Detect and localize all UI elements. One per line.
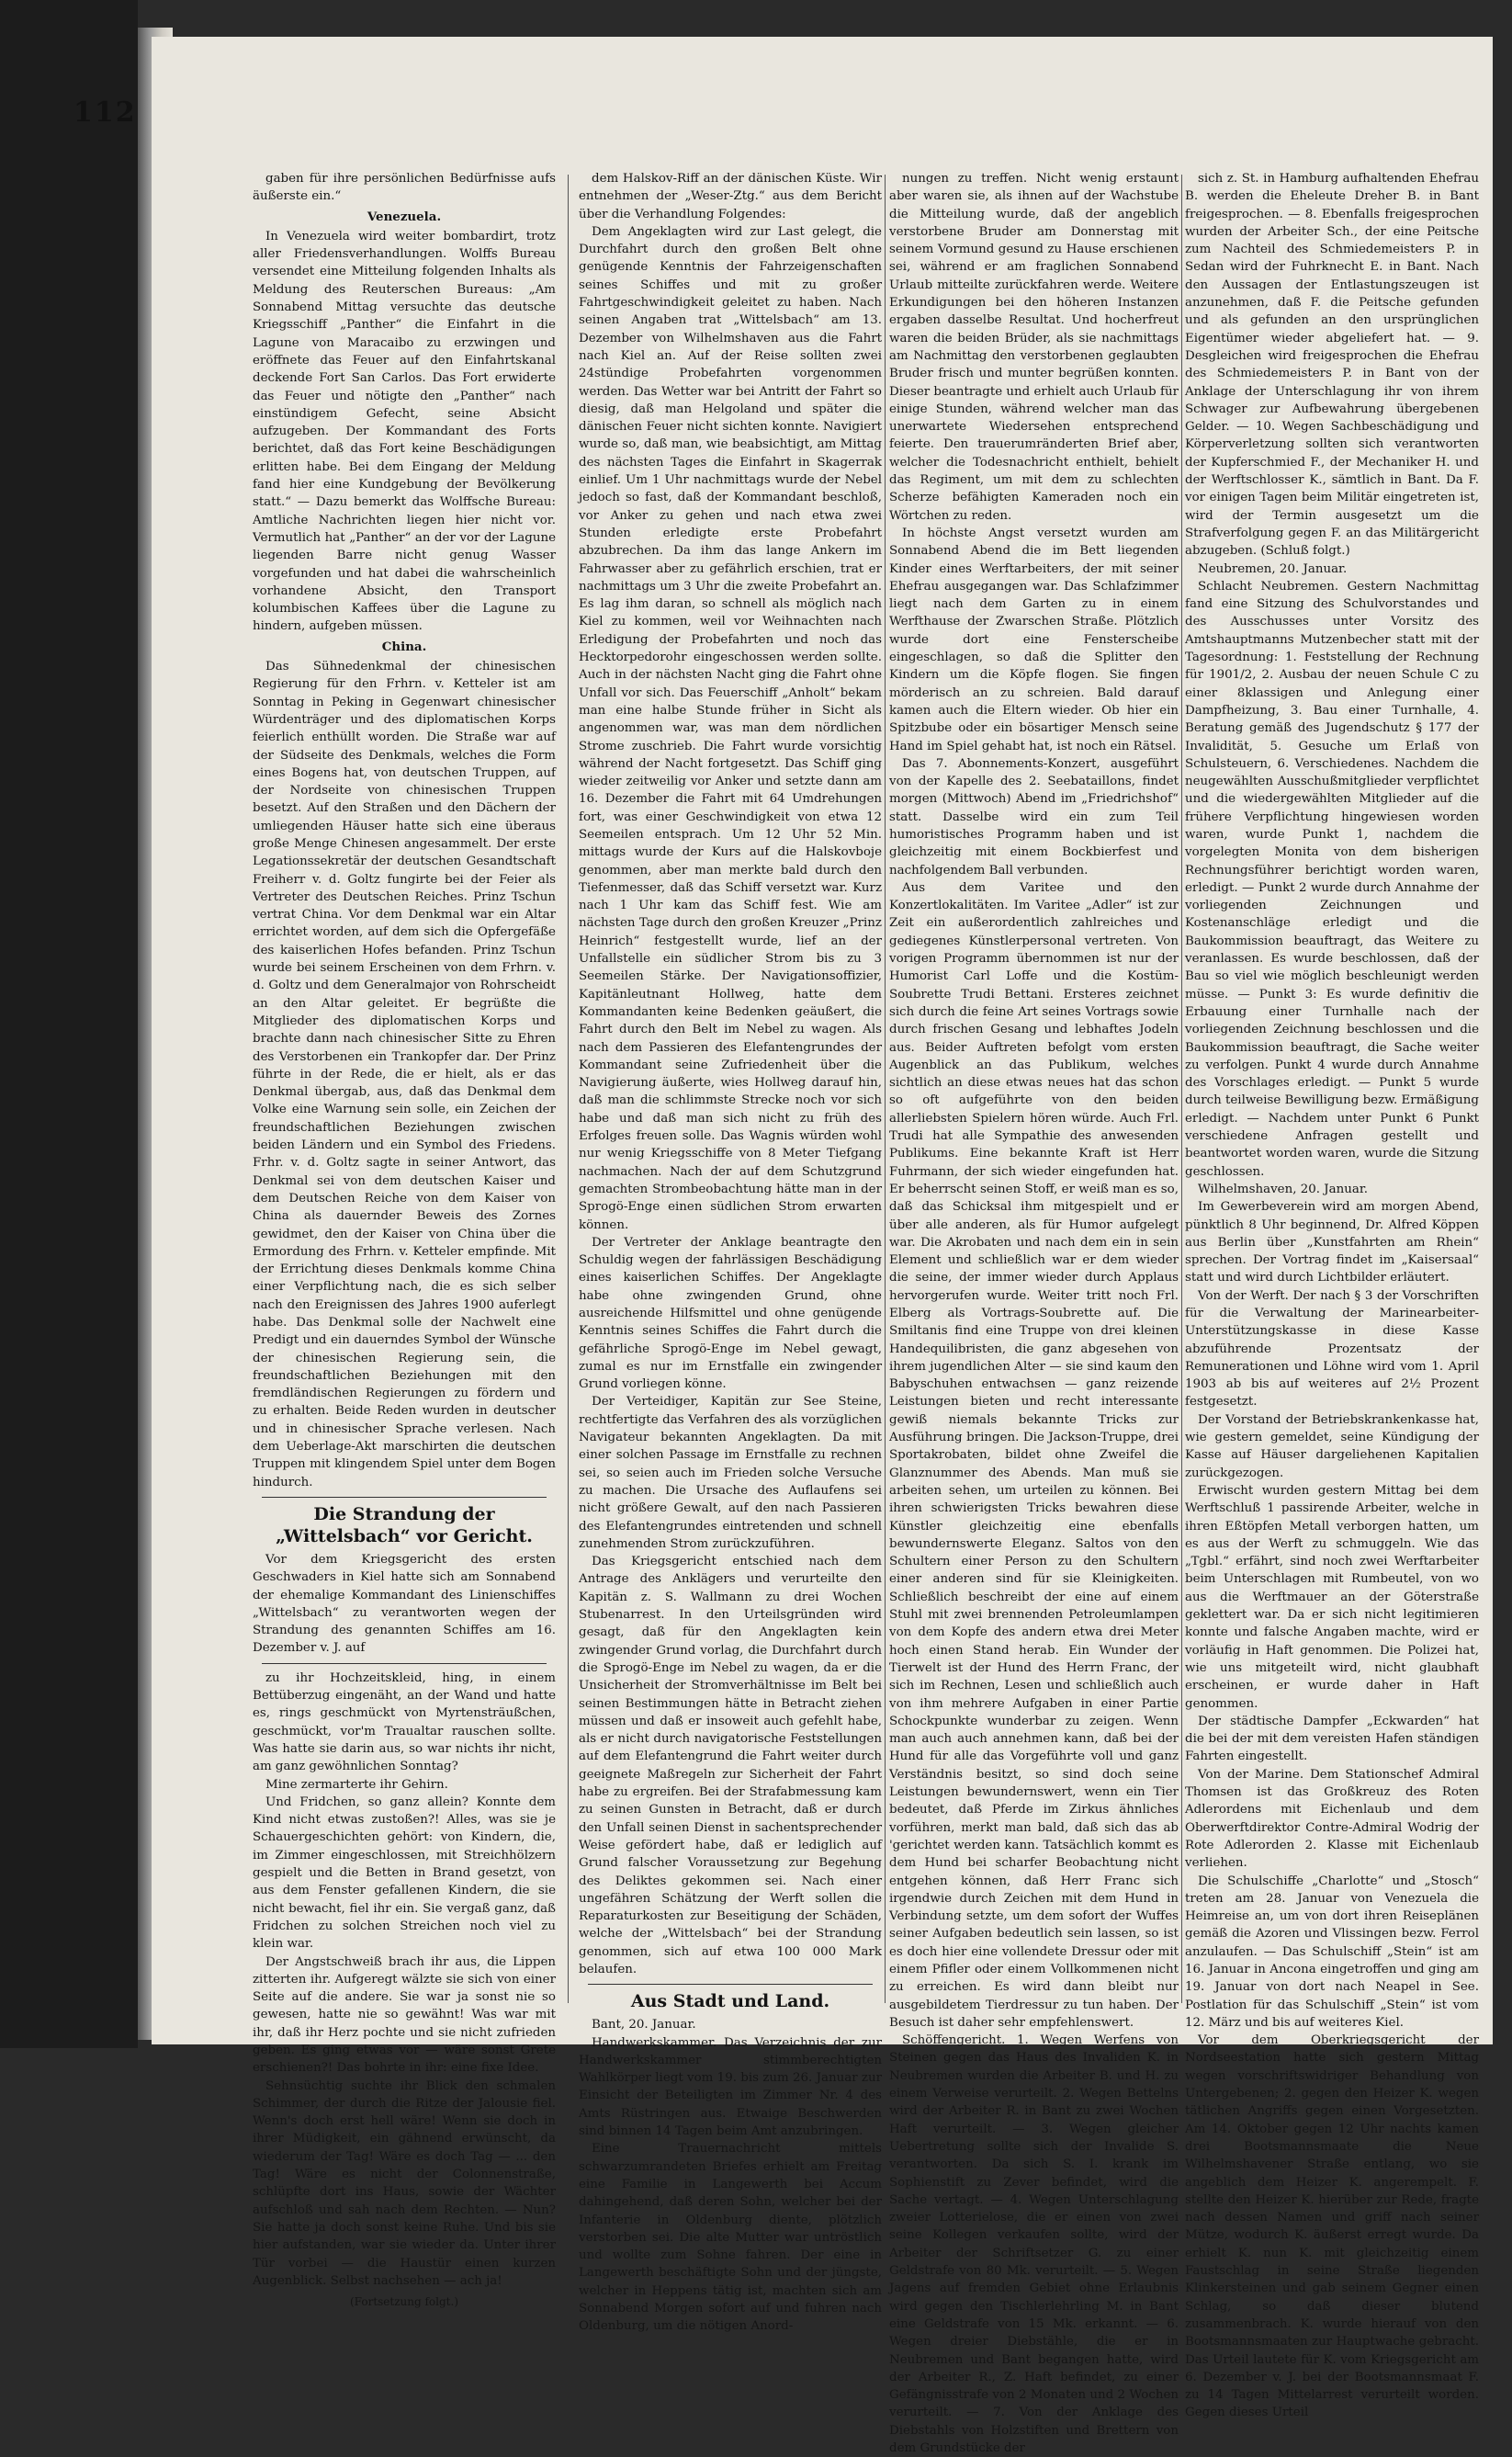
article-paragraph: Aus dem Varitee und den Konzertlokalitäten. Im Varitee „Adler“ ist zur Zeit ein außerordentlich zahlreiches und gediegenes Künstlerpersonal vertreten. Von vorigen Programm übernommen ist nur der Humorist Carl Loffe und die Kostüm-Soubrette Trudi Bettani. Ersteres zeichnet sich durch die feine Art seines Vortrags sowie durch frischen Gesang und lebhaftes Jodeln aus. Beider Auftreten befolgt vom ersten Augenblick an das Publikum, welches sichtlich an diese etwas neues hat das schon so oft aufgeführte von den beiden allerliebsten Spielern hören würde. Auch Frl. Trudi hat alle Sympathie des anwesenden Publikums. Eine bekannte Kraft ist Herr Fuhrmann, der sich wieder eingefunden hat. Er beherrscht seinen Stoff, er weiß man es so, daß das Schicksal ihm mitgespielt und er über alle anderen, als für Humor aufgelegt war. Die Akrobaten und nach dem ein in sein Element und schließlich war er dem wieder die seine, der immer wieder durch Applaus hervorgerufen wurde. Weiter tritt noch Frl. Elberg als Vortrags-Soubrette auf. Die Smiltanis find eine Truppe von drei kleinen Handequilibristen, die ganz abgesehen von ihrem jugendlichen Alter — sie sind kaum den Babyschuhen entwachsen — ganz reizende Leistungen bieten und recht interessante gewiß niemals bekannte Tricks zur Ausführung bringen. Die Jackson-Truppe, drei Sportakrobaten, bildet ohne Zweifel die Glanznummer des Abends. Man muß sie arbeiten sehen, um urteilen zu können. Bei ihren schwierigsten Tricks bewahren diese Künstler gleichzeitig eine ebenfalls bewundernswerte Eleganz. Saltos von den Schultern einer Person zu den Schultern einer anderen sind für sie Kleinigkeiten. Schließlich beschreibt der eine auf einem Stuhl mit zwei brennenden Petroleumlampen von dem Kopfe des andern etwa drei Meter hoch einen Stand herab. Ein Wunder der Tierwelt ist der Hund des Herrn Franc, der sich im Rechnen, Lesen und schließlich auch von ihm mehrere Aufgaben in einer Partie Schockpunkte wunderbar zu zeigen. Wenn man auch auch annehmen kann, daß bei der Hund für alle das Vorgeführte voll und ganz Verständnis besitzt, so sind doch seine Leistungen bewundernswert, wenn ein Tier bedeutet, daß Pferde im Zirkus ähnliches vorführen, merkt man bald, daß sich das ab 'gerichtet werden kann. Tatsächlich kommt es dem Hund bei scharfer Beobachtung nicht entgehen können, daß Herr Franc sich irgendwie durch Zeichen mit dem Hund in Verbindung setzte, um dem sofort der Wuffes seiner Aufgaben bedeutlich sein lassen, so ist es doch hier eine vollendete Dressur oder mit einem Pfifler oder einem Vollkommenen nicht zu erreichen. Es wird dann bleibt nur ausgebildetem Tierdressur zu tun haben. Der Besuch ist daher sehr empfehlenswert. [889,880,1179,2030]
article-paragraph: nungen zu treffen. Nicht wenig erstaunt aber waren sie, als ihnen auf der Wachstube die Mitteilung wurde, daß der angeblich verstorbene Bruder am Donnerstag mit seinem Vormund gesund zu Hause erschienen sei, während er am fraglichen Sonnabend Urlaub mitteilte zurückfahren werde. Weitere Erkundigungen bei den höheren Instanzen ergaben dasselbe Resultat. Und hocherfreut waren die beiden Brüder, als sie nachmittags am Nachmittag den verstorbenen geglaubten Bruder frisch und munter begrüßen konnten. Dieser beantragte und erhielt auch Urlaub für einige Stunden, während welcher man das unerwartete Wiedersehen entsprechend feierte. Den trauerumränderten Brief aber, welcher die Todesnachricht enthielt, behielt das Regiment, um mit dem zu schlechten Scherze befähigten Kameraden noch ein Wörtchen zu reden. [889,172,1179,523]
article-paragraph: gaben für ihre persönlichen Bedürfnisse aufs äußerste ein.“ [253,172,556,204]
article-paragraph: Schlacht Neubremen. Gestern Nachmittag fand eine Sitzung des Schulvorstandes und des Ausschusses unter Vorsitz des Amtshauptmanns Mutzenbecher statt mit der Tagesordnung: 1. Feststellung der Rechnung für 1901/2, 2. Ausbau der neuen Schule C zu einer 8klassigen und Anlegung einer Dampfheizung, 3. Bau einer Turnhalle, 4. Beratung gemäß des Jugendschutz § 177 der Invalidität, 5. Gesuche um Erlaß von Schulsteuern, 6. Verschiedenes. Nachdem die neugewählten Ausschußmitglieder verpflichtet und die wiedergewählten Mitglieder auf die frühere Verpflichtung hingewiesen worden waren, wurde Punkt 1, nachdem die vorgelegten Monita von dem bisherigen Rechnungsführer berichtigt worden waren, erledigt. — Punkt 2 wurde durch Annahme der vorliegenden Zeichnungen und Kostenanschläge erledigt und die Baukommission beauftragt, das Weitere zu veranlassen. Es wurde beschlossen, daß der Bau so viel wie möglich beschleunigt werden müsse. — Punkt 3: Es wurde definitiv die Erbauung einer Turnhalle nach der vorliegenden Zeichnung beschlossen und die Baukommission beauftragt, die Sache weiter zu verfolgen. Punkt 4 wurde durch Annahme des Vorschlages erledigt. — Punkt 5 wurde durch teilweise Bewilligung bezw. Ermäßigung erledigt. — Nachdem unter Punkt 6 Punkt verschiedene Anfragen gestellt und beantwortet worden waren, wurde die Sitzung geschlossen. [1185,579,1479,1179]
article-paragraph: Dem Angeklagten wird zur Last gelegt, die Durchfahrt durch den großen Belt ohne genügende Kenntnis der Fahrzeigenschaften seines Schiffes und mit zu großer Fahrtgeschwindigkeit geleitet zu haben. Nach seinen Angaben trat „Wittelsbach“ am 13. Dezember von Wilhelmshaven aus die Fahrt nach Kiel an. Auf der Reise sollten zwei 24stündige Probefahrten vorgenommen werden. Das Wetter war bei Antritt der Fahrt so diesig, daß man Helgoland und später die dänischen Feuer nicht sichten konnte. Navigiert wurde so, daß man, wie beabsichtigt, am Mittag des nächsten Tages die Einfahrt in Skagerrak einlief. Um 1 Uhr nachmittags wurde der Nebel jedoch so fast, daß der Kommandant beschloß, vor Anker zu gehen und nach etwa zwei Stunden erledigte erste Probefahrt abzubrechen. Da ihm das lange Ankern im Fahrwasser aber zu gefährlich erschien, trat er nachmittags um 3 Uhr die zweite Probefahrt an. Es lag ihm daran, so schnell als möglich nach Kiel zu kommen, weil vor Weihnachten nach Erledigung der Probefahrten und noch das Hecktorpedorohr eingeschossen werden sollte. Auch in der nächsten Nacht ging die Fahrt ohne Unfall vor sich. Das Feuerschiff „Anholt“ bekam man eine halbe Stunde früher in Sicht als angenommen war, was man dem nördlichen Strome zuschrieb. Die Fahrt wurde vorsichtig während der Nacht fortgesetzt. Das Schiff ging wieder zeitweilig vor Anker und setzte dann am 16. Dezember die Fahrt mit 64 Umdrehungen fort, was einer Geschwindigkeit von etwa 12 Seemeilen entsprach. Um 12 Uhr 52 Min. mittags wurde der Kurs auf die Halskovboje genommen, aber man merkte bald durch den Tiefenmesser, daß das Schiff versetzt war. Kurz nach 1 Uhr kam das Schiff fest. Wie am nächsten Tage durch den großen Kreuzer „Prinz Heinrich“ festgestellt wurde, lief an der Unfallstelle ein südlicher Strom bis zu 3 Seemeilen Stärke. Der Navigationsoffizier, Kapitänleutnant Hollweg, hatte dem Kommandanten keine Bedenken geäußert, die Fahrt durch den Belt im Nebel zu wagen. Als nach dem Passieren des Elefantengrundes der Kommandant seine Zufriedenheit über die Navigierung äußerte, wies Hollweg darauf hin, daß man die schlimmste Strecke noch vor sich habe und daß man sich nicht zu früh des Erfolges freuen solle. Das Wagnis würden wohl nur wenig Kriegsschiffe von 8 Meter Tiefgang nachmachen. Nach der auf dem Schutzgrund gemachten Strombeobachtung hätte man in der Sprogö-Enge einen südlichen Strom erwarten können. [579,224,882,1232]
article-paragraph: Das Kriegsgericht entschied nach dem Antrage des Anklägers und verurteilte den Kapitän z. S. Wallmann zu drei Wochen Stubenarrest. In den Urteilsgründen wird gesagt, daß für den Angeklagten kein zwingender Grund vorlag, die Durchfahrt durch die Sprogö-Enge im Nebel zu wagen, da er die Unsicherheit der Stromverhältnisse im Belt bei seinen Bestimmungen hätte in Betracht ziehen müssen und daß er insoweit auch gefehlt habe, als er nicht durch navigatorische Feststellungen auf dem Elefantengrund die Fahrt weiter durch geeignete Maßregeln zur Sicherheit der Fahrt habe zu ergreifen. Bei der Strafabmessung kam zu seinen Gunsten in Betracht, daß er durch den Unfall seinen Dienst in sachentsprechender Weise gefördert habe, daß er lediglich auf Grund falscher Voraussetzung zur Begehung des Deliktes gekommen sei. Nach einer ungefähren Schätzung der Werft sollen die Reparaturkosten zur Beseitigung der Schäden, welche der „Wittelsbach“ bei der Strandung genommen, sich auf etwa 100 000 Mark belaufen. [579,1555,882,1976]
article-paragraph: Neubremen, 20. Januar. [1198,561,1348,576]
article-paragraph: Und Fridchen, so ganz allein? Konnte dem Kind nicht etwas zustoßen?! Alles, was sie je Schauergeschichten gehört: von Kindern, die, im Zimmer eingeschlossen, mit Streichhölzern gespielt und die Betten in Brand gesetzt, von aus dem Fenster gefallenen Kindern, die sie nicht bewacht, fiel ihr ein. Sie vergaß ganz, daß Fridchen zu solchen Streichen noch viel zu klein war. [253,1795,556,1952]
section-rule [262,1663,547,1664]
article-paragraph: Der Vertreter der Anklage beantragte den Schuldig wegen der fahrlässigen Beschädigung eines kaiserlichen Schiffes. Der Angeklagte habe ohne zwingenden Grund, ohne ausreichende Hilfsmittel und ohne genügende Kenntnis seines Schiffes die Fahrt durch die gefährliche Sprogö-Enge im Nebel gewagt, zumal es nur im Ernstfalle ein zwingender Grund vorliegen könne. [579,1235,882,1392]
column-2 [579,170,882,2334]
article-paragraph: zu ihr Hochzeitskleid, hing, in einem Bettüberzug eingenäht, an der Wand und hatte es, rings geschmückt von Myrtensträußchen, geschmückt, vor'm Traualtar rauschen sollte. Was hatte sie darin aus, so war nichts ihr nicht, am ganz gewöhnlichen Sonntag? [253,1670,556,1774]
article-paragraph: Schöffengericht. 1. Wegen Werfens von Steinen gegen das Haus des Invaliden K. in Neubremen wurden die Arbeiter B. und H. zu einem Verweise verurteilt. 2. Wegen Bettelns wird der Arbeiter R. in Bant zu zwei Wochen Haft verurteilt. — 3. Wegen gleicher Uebertretung sollte sich der Invalide S. verantworten. Da sich S. I. krank im Sophienstift zu Zever befindet, wird die Sache vertagt. — 4. Wegen Unterschlagung zweier Lotterielose, die er einen von zwei seine Kollegen verkaufen sollte, wird der Arbeiter der Schriftsetzer G. zu einer Geldstrafe von 80 Mk. verurteilt. — 5. Wegen Jagens auf fremden Gebiet ohne Erlaubnis wird gegen den Tischlerlehrling M. in Bant eine Geldstrafe von 15 Mk. erkannt. — 6. Wegen dreier Diebstähle, die er in Neubremen und Bant begangen hatte, wird der Arbeiter R., Z. Haft befindet, zu einer Gefängnisstrafe von 2 Monaten und 2 Wochen verurteilt. — 7. Von der Anklage des Diebstahls von Holzstiften und Brettern von dem Grundstücke der [889,2033,1179,2455]
column-4 [1185,170,1479,2420]
article-paragraph: dem Halskov-Riff an der dänischen Küste. Wir entnehmen der „Weser-Ztg.“ aus dem Bericht über die Verhandlung Folgendes: [579,172,882,221]
section-rule [588,1984,873,1985]
article-paragraph: Vor dem Kriegsgericht des ersten Geschwaders in Kiel hatte sich am Sonnabend der ehemalige Kommandant des Linienschiffes „Wittelsbach“ zu verantworten wegen der Strandung des genannten Schiffes am 16. Dezember v. J. auf [253,1552,556,1656]
book-binding [0,0,138,2048]
article-headline: Aus Stadt und Land. [630,1991,830,2012]
column-divider [568,175,569,2003]
article-paragraph: Von der Marine. Dem Stationschef Admiral Thomsen ist das Großkreuz des Roten Adlerordens mit Eichenlaub und dem Oberwerftdirektor Contre-Admiral Wodrig der Rote Adlerorden 2. Klasse mit Eichenlaub verliehen. [1185,1767,1479,1871]
article-paragraph: Das Sühnedenkmal der chinesischen Regierung für den Frhrn. v. Ketteler ist am Sonntag in Peking in Gegenwart chinesischer Würdenträger und des diplomatischen Korps feierlich enthüllt worden. Die Straße war auf der Südseite des Denkmals, welches die Form eines Bogens hat, von deutschen Truppen, auf der Nordseite von chinesischen Truppen besetzt. Auf den Straßen und den Dächern der umliegenden Häuser hatte sich eine überaus große Menge Chinesen angesammelt. Der erste Legationssekretär der deutschen Gesandtschaft Freiherr v. d. Goltz fungirte bei der Feier als Vertreter des Deutschen Reiches. Prinz Tschun vertrat China. Vor dem Denkmal war ein Altar errichtet worden, auf dem sich die Opfergefäße des kaiserlichen Hofes befanden. Prinz Tschun wurde bei seinem Erscheinen von dem Frhrn. v. d. Goltz und dem Generalmajor von Rohrscheidt an den Altar geleitet. Er begrüßte die Mitglieder des diplomatischen Korps und brachte dann nach chinesischer Sitte zu Ehren des Verstorbenen ein Trankopfer dar. Der Prinz führte in der Rede, die er hielt, als er das Denkmal übergab, aus, daß das Denkmal dem Volke eine Warnung sein solle, ein Zeichen der freundschaftlichen Beziehungen zwischen beiden Ländern und ein Symbol des Friedens. Frhr. v. d. Goltz sagte in seiner Antwort, das Denkmal sei von dem deutschen Kaiser und dem Deutschen Reiche von dem Kaiser von China als dauernder Beweis des Zornes gewidmet, den der Kaiser von China über die Ermordung des Frhrn. v. Ketteler empfinde. Mit der Errichtung dieses Denkmals komme China einer Verpflichtung nach, die es sich selber nach den Ereignissen des Jahres 1900 auferlegt habe. Das Denkmal solle der Nachwelt eine Predigt und ein dauerndes Symbol der Wünsche der chinesischen Regierung sein, die freundschaftlichen Beziehungen mit den fremdländischen Regierungen zu fördern und zu erhalten. Beide Reden wurden in deutscher und in chinesischer Sprache verlesen. Nach dem Ueberlage-Akt marschirten die deutschen Truppen mit klingendem Spiel unter dem Bogen hindurch. [253,660,556,1489]
article-paragraph: Bant, 20. Januar. [592,2018,696,2032]
article-paragraph: Wilhelmshaven, 20. Januar. [1198,1182,1369,1196]
article-paragraph: In Venezuela wird weiter bombardirt, trotz aller Friedensverhandlungen. Wolffs Bureau versendet eine Mitteilung folgenden Inhalts als Meldung des Reuterschen Bureaus: „Am Sonnabend Mittag versuchte das deutsche Kriegsschiff „Panther“ die Einfahrt in die Lagune von Maracaibo zu erzwingen und eröffnete das Feuer auf den Einfahrtskanal deckende Fort San Carlos. Das Fort erwiderte das Feuer und nötigte den „Panther“ nach einstündigem Gefecht, seine Absicht aufzugeben. Der Kommandant des Forts berichtet, daß das Fort keine Beschädigungen erlitten habe. Bei dem Eingang der Meldung fand hier eine Kundgebung der Bevölkerung statt.“ — Dazu bemerkt das Wolffsche Bureau: Amtliche Nachrichten liegen hier nicht vor. Vermutlich hat „Panther“ an der vor der Lagune liegenden Barre nicht genug Wasser vorgefunden und hat dabei die wahrscheinlich vorhandene Absicht, den Transport kolumbischen Kaffees über die Lagune zu hindern, aufgeben müssen. [253,229,556,634]
article-paragraph: Sehnsüchtig suchte ihr Blick den schmalen Schimmer, der durch die Ritze der Jalousie fiel. Wenn's doch erst hell wäre! Wenn sie doch in ihrer Müdigkeit, ein gähnend erwünscht, da wiederum der Tag! Wäre es doch Tag — ... den Tag! Wäre es nicht der Colonnenstraße, schlüpfte dort ins Haus, sowie der Wächter aufschloß und sah nach dem Rechten. — Nun? Sie hatte ja doch sonst keine Ruhe. Und bis sie hier aufstanden, war sie wieder da. Unter ihrer Tür vorbei — die Haustür einen kurzen Augenblick. Selbst nachsehen — ach ja! [253,2078,556,2288]
article-paragraph: Von der Werft. Der nach § 3 der Vorschriften für die Verwaltung der Marinearbeiter-Unterstützungskasse in diese Kasse abzuführende Prozentsatz der Remunerationen und Löhne wird vom 1. April 1903 ab bis auf weiteres auf 2½ Prozent festgesetzt. [1185,1288,1479,1410]
article-paragraph: Der Verteidiger, Kapitän zur See Steine, rechtfertigte das Verfahren des als vorzüglichen Navigateur bekannten Angeklagten. Da mit einer solchen Passage im Ernstfalle zu rechnen sei, so seien auch im Frieden solche Versuche zu machen. Die Ursache des Auflaufens sei nicht größere Gewalt, auf den nach Passieren des Elefantengrundes eintretenden und schnell zunehmenden Strom zurückzuführen. [579,1395,882,1551]
article-paragraph: Der Vorstand der Betriebskrankenkasse hat, wie gestern gemeldet, seine Kündigung der Kasse auf Häuser dargeliehenen Kapitalien zurückgezogen. [1185,1412,1479,1480]
article-paragraph: Handwerkskammer. Das Verzeichnis der zur Handwerkskammer stimmberechtigten Wahlkörper liegt vom 19. bis zum 26. Januar zur Einsicht der Beteiligten im Zimmer Nr. 4 des Amts Rüstringen aus. Etwaige Beschwerden sind binnen 14 Tagen beim Amt anzubringen. [579,2035,882,2139]
article-paragraph: Im Gewerbeverein wird am morgen Abend, pünktlich 8 Uhr beginnend, Dr. Alfred Köppen aus Berlin über „Kunstfahrten am Rhein“ sprechen. Der Vortrag findet im „Kaisersaal“ statt und wird durch Lichtbilder erläutert. [1185,1200,1479,1285]
page-number: 112 [73,96,137,129]
article-headline: Die Strandung der „Wittelsbach“ vor Gericht. [276,1503,533,1546]
column-divider [1181,175,1182,2003]
article-paragraph: sich z. St. in Hamburg aufhaltenden Ehefrau B. werden die Eheleute Dreher B. in Bant freigesprochen. — 8. Ebenfalls freigesprochen wurden der Arbeiter Sch., der eine Peitsche zum Nachteil des Schmiedemeisters P. in Sedan wird der Fuhrknecht E. in Bant. Nach den Aussagen der Entlastungszeugen ist anzunehmen, daß F. die Peitsche gefunden und als gefunden an den ursprünglichen Eigentümer wieder abgeliefert hat. — 9. Desgleichen wird freigesprochen die Ehefrau des Schmiedemeisters P. in Bant von der Anklage der Unterschlagung ihr von ihrem Schwager zur Aufbewahrung übergebenen Gelder. — 10. Wegen Sachbeschädigung und Körperverletzung sollten sich verantworten der Kupferschmied F., der Mechaniker H. und der Werftschlosser K., sämtlich in Bant. Da F. vor einigen Tagen beim Militär eingetreten ist, wird der Termin ausgesetzt um die Strafverfolgung gegen F. an das Militärgericht abzugeben. (Schluß folgt.) [1185,172,1479,559]
article-paragraph: Das 7. Abonnements-Konzert, ausgeführt von der Kapelle des 2. Seebataillons, findet morgen (Mittwoch) Abend im „Friedrichshof“ statt. Dasselbe wird ein zum Teil humoristisches Programm haben und ist gleichzeitig mit einem Bockbierfest und nachfolgendem Ball verbunden. [889,756,1179,878]
section-rule [262,1497,547,1498]
article-paragraph: Die Schulschiffe „Charlotte“ und „Stosch“ treten am 28. Januar von Venezuela die Heimreise an, um von dort ihren Reiseplänen gemäß die Azoren und Vlissingen bezw. Ferrol anzulaufen. — Das Schulschiff „Stein“ ist am 16. Januar in Ancona eingetroffen und ging am 19. Januar von dort nach Neapel in See. Postlation für das Schulschiff „Stein“ ist vom 12. März und bis auf weiteres Kiel. [1185,1874,1479,2030]
article-paragraph: Erwischt wurden gestern Mittag bei dem Werftschluß 1 passirende Arbeiter, welche in ihren Eßtöpfen Metall verborgen hatten, um es aus der Werft zu schmuggeln. Wie das „Tgbl.“ erfährt, sind noch zwei Werftarbeiter beim Unterschlagen mit Rumbeutel, von wo aus die Werftmauer an der Göterstraße geklettert war. Da er sich nicht legitimieren konnte und falsche Angaben machte, wird er vorläufig in Haft genommen. Die Polizei hat, wie uns mitgeteilt wird, nicht glaubhaft erscheinen, er wurde daher in Haft genommen. [1185,1483,1479,1711]
article-paragraph: In höchste Angst versetzt wurden am Sonnabend Abend die im Bett liegenden Kinder eines Werftarbeiters, der mit seiner Ehefrau ausgegangen war. Das Schlafzimmer liegt nach dem Garten zu in einem Werfthause der Zwarschen Straße. Plötzlich wurde dort eine Fensterscheibe eingeschlagen, so daß die Splitter den Kindern um die Köpfe flogen. Sie fingen mörderisch an zu schreien. Bald darauf kamen auch die Eltern wieder. Ob hier ein Spitzbube oder ein bösartiger Mensch seine Hand im Spiel gehabt hat, ist noch ein Rätsel. [889,526,1179,753]
column-3 [889,170,1179,2455]
article-paragraph: Mine zermarterte ihr Gehirn. [265,1777,448,1792]
continuation-note: (Fortsetzung folgt.) [350,2295,458,2309]
column-divider [885,175,886,2003]
article-paragraph: Der städtische Dampfer „Eckwarden“ hat die bei der mit dem vereisten Hafen ständigen Fahrten eingestellt. [1185,1714,1479,1764]
section-heading: China. [381,639,427,654]
article-paragraph: Eine Trauernachricht mittels schwarzumrandeten Briefes erhielt am Freitag eine Familie in Langewerth bei Accum dahingehend, daß deren Sohn, welcher bei der Infanterie in Oldenburg diente, plötzlich verstorben sei. Die alte Mutter war untröstlich und wollte zum Sohne fahren. Der eine in Langewerth beschäftigte Sohn und der jüngste, welcher in Heppens tätig ist, machten sich am Sonnabend Morgen sofort auf und fuhren nach Oldenburg, um die nötigen Anord- [579,2142,882,2334]
section-heading: Venezuela. [367,209,442,224]
article-paragraph: Der Angstschweiß brach ihr aus, die Lippen zitterten ihr. Aufgeregt wälzte sie sich von einer Seite auf die andere. Sie war ja sonst nie so gewesen, hatte nie so gewähnt! Was war mit ihr, daß ihr Herz pochte und sie nicht zufrieden geben. Es ging etwas vor — wäre sonst Grete erschienen?! Das bohrte in ihr: eine fixe Idee. [253,1954,556,2076]
column-1 [253,170,556,2309]
article-paragraph: Vor dem Oberkriegsgericht der Nordseestation hatte sich gestern Mittag wegen vorschriftswidriger Behandlung von Untergebenen; 2. gegen den Heizer K. wegen tätlichen Angriffs gegen einen Vorgesetzten. Am 14. Oktober gegen 12 Uhr nachts kamen drei Bootsmannsmaate die Neue Wilhelmshavener Straße entlang, wo sie angeblich dem Heizer K. angerempelt. F. stellte den Heizer K. hierüber zur Rede, fragte nach dessen Namen und griff nach seiner Mütze, wodurch K. äußerst erregt wurde. Da erhielt K. nun K. mit gleichzeitig einem Faustschlag in seine Straße liegenden Klinkersteinen und gab seinem Gegner einen Schlag, so daß dieser blutend zusammenbrach. K. wurde hierauf von den Bootsmannsmaaten zur Hauptwache gebracht. Das Urteil lautete für K. vom Kriegsgericht am 6. Dezember v. J. bei der Bootsmannsmaat F. zu 14 Tagen Mittelarrest verurteilt worden. Gegen dieses Urteil [1185,2033,1479,2420]
